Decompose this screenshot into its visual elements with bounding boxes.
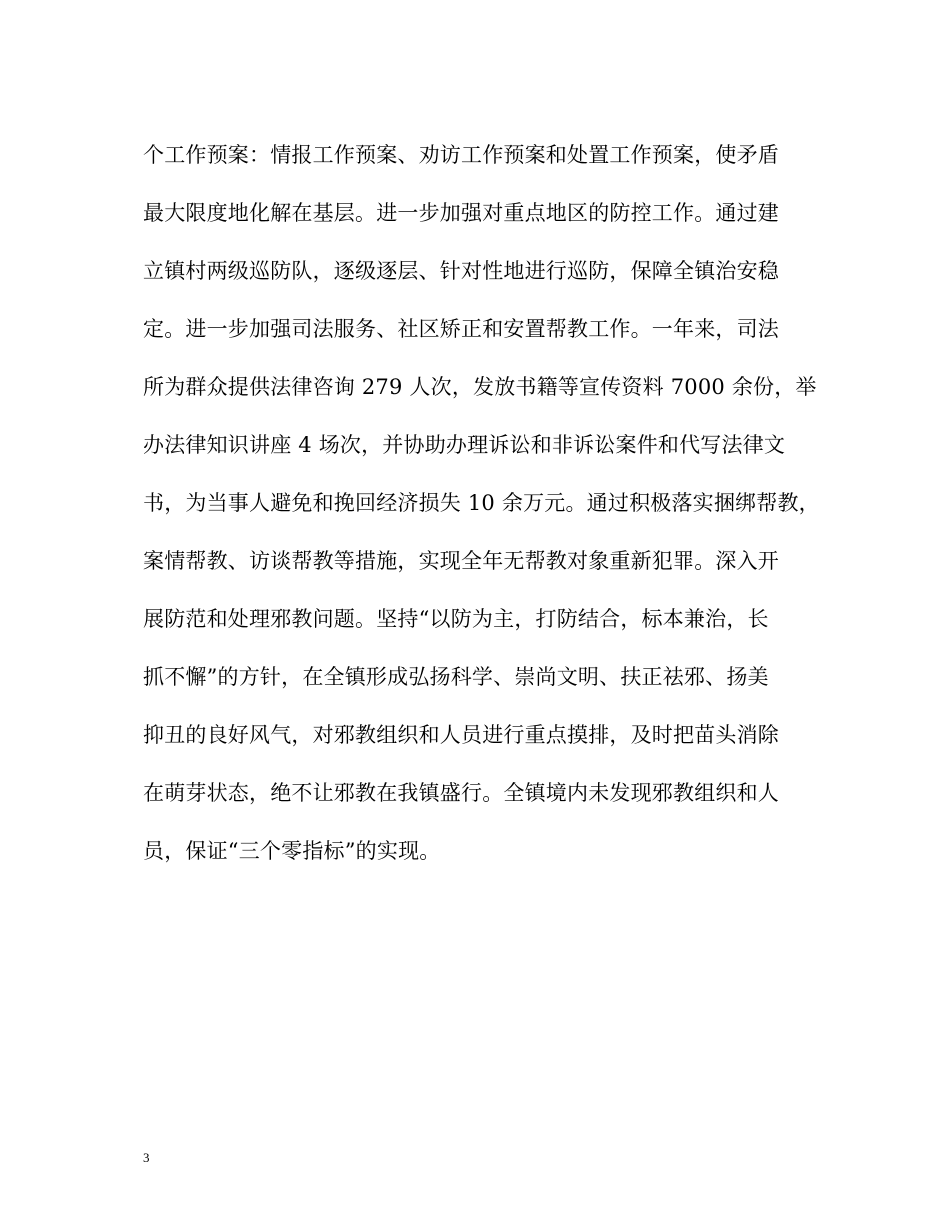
text-line-7: 书，为当事人避免和挽回经济损失 10 余万元。通过积极落实捆绑帮教， [143,491,820,515]
text-line-1: 个工作预案：情报工作预案、劝访工作预案和处置工作预案，使矛盾 [143,143,779,167]
text-line-12: 在萌芽状态，绝不让邪教在我镇盛行。全镇境内未发现邪教组织和人 [143,781,779,805]
text-line-10: 抓不懈”的方针，在全镇形成弘扬科学、崇尚文明、扶正祛邪、扬美 [143,665,769,689]
text-line-13: 员，保证“三个零指标”的实现。 [143,839,441,863]
text-line-9: 展防范和处理邪教问题。坚持“以防为主，打防结合，标本兼治，长 [143,607,769,631]
text-line-3: 立镇村两级巡防队，逐级逐层、针对性地进行巡防，保障全镇治安稳 [143,259,779,283]
text-line-5: 所为群众提供法律咨询 279 人次，发放书籍等宣传资料 7000 余份，举 [143,375,817,399]
body-text [143,135,823,889]
page-number: 3 [143,1150,150,1165]
text-line-8: 案情帮教、访谈帮教等措施，实现全年无帮教对象重新犯罪。深入开 [143,549,779,573]
text-line-11: 抑丑的良好风气，对邪教组织和人员进行重点摸排，及时把苗头消除 [143,723,779,747]
text-line-2: 最大限度地化解在基层。进一步加强对重点地区的防控工作。通过建 [143,201,779,225]
text-line-6: 办法律知识讲座 4 场次，并协助办理诉讼和非诉讼案件和代写法律文 [143,433,786,457]
text-line-4: 定。进一步加强司法服务、社区矫正和安置帮教工作。一年来，司法 [143,317,779,341]
